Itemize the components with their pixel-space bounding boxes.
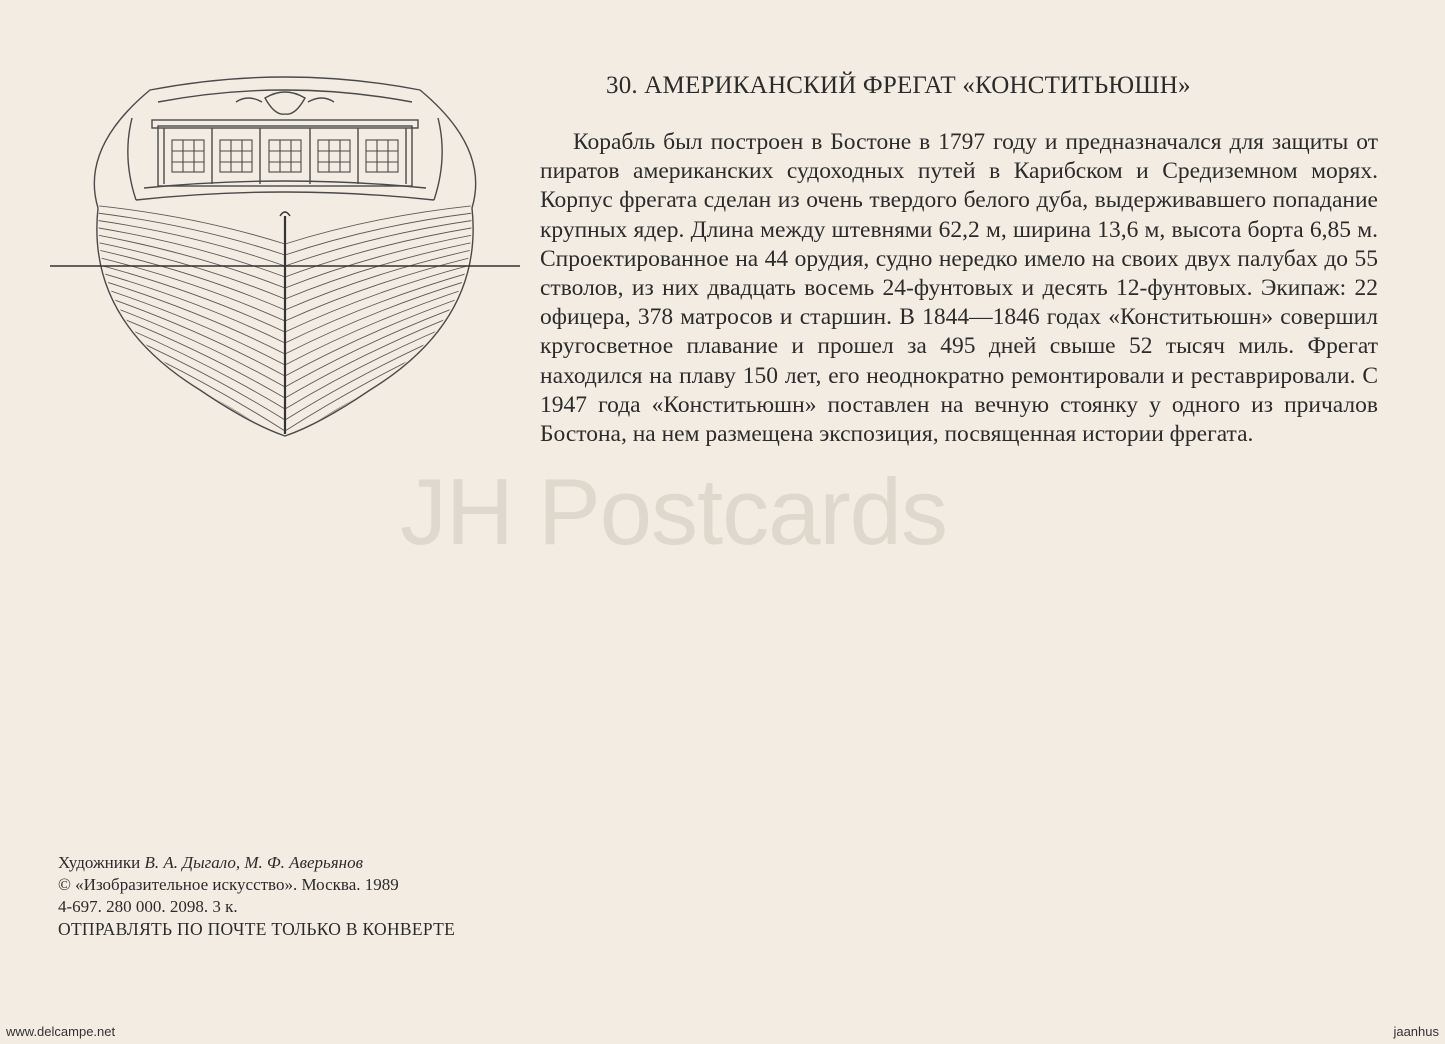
plank-line xyxy=(80,386,285,448)
plank-line xyxy=(285,414,490,448)
plank-line xyxy=(80,281,285,365)
plank-line xyxy=(80,225,285,277)
watermark: JH Postcards xyxy=(400,459,947,564)
plank-line xyxy=(80,211,285,255)
mail-notice: ОТПРАВЛЯТЬ ПО ПОЧТЕ ТОЛЬКО В КОНВЕРТЕ xyxy=(58,919,456,939)
plank-line xyxy=(285,232,490,288)
plank-line xyxy=(80,330,285,442)
plank-line xyxy=(285,218,490,266)
plank-line xyxy=(285,309,490,409)
plank-line xyxy=(80,351,285,448)
print-code-line: 4-697. 280 000. 2098. 3 к. xyxy=(58,897,238,916)
frigate-stern-drawing xyxy=(40,58,530,448)
plank-line xyxy=(285,281,490,365)
card-title: 30. АМЕРИКАНСКИЙ ФРЕГАТ «КОНСТИТЬЮШН» xyxy=(606,72,1191,99)
plank-line xyxy=(285,379,490,448)
description-text: Корабль был построен в Бостоне в 1797 году и предназначался для защиты от пиратов американских судоходных путей в Карибском и Средиземном морях. Корпус фрегата сделан из очень твердого белого дуба, выдерживавшего попадание крупных ядер. Длина между штевнями 62,2 м, ширина 13,6 м, высота борта 6,85 м. Спроектированное на 44 орудия, судно нередко имело на своих двух палубах до 55 стволов, из них двадцать восемь 24-фунтовых и десять 12-фунтовых. Экипаж: 22 офицера, 378 матросов и старшин. В 1844—1846 годах «Конститьюшн» совершил кругосветное плавание и прошел за 495 дней свыше 52 тысяч миль. Фрегат находился на плаву 150 лет, его неоднократно ремонтировали и реставрировали. С 1947 года «Конститьюшн» поставлен на вечную стоянку у одного из причалов Бостона, на нем размещена экспозиция, посвященная истории фрегата. xyxy=(540,129,1378,448)
plank-line xyxy=(80,267,285,343)
plank-line xyxy=(285,386,490,448)
plank-line xyxy=(285,316,490,420)
plank-line xyxy=(285,211,490,255)
site-watermark-right: jaanhus xyxy=(1393,1024,1439,1039)
artists-line xyxy=(58,852,678,874)
plank-line xyxy=(285,351,490,448)
plank-line xyxy=(285,225,490,277)
plank-line xyxy=(80,414,285,448)
plank-line xyxy=(285,435,490,448)
plank-line xyxy=(80,302,285,398)
plank-line xyxy=(285,365,490,448)
plank-line xyxy=(80,372,285,448)
plank-line xyxy=(80,316,285,420)
publication-credits xyxy=(58,852,678,940)
copyright-line: © «Изобразительное искусство». Москва. 1989 xyxy=(58,875,399,894)
plank-line xyxy=(80,218,285,266)
plank-line xyxy=(285,302,490,398)
plank-line xyxy=(285,267,490,343)
plank-line xyxy=(285,372,490,448)
plank-line xyxy=(80,428,285,448)
plank-line xyxy=(80,232,285,288)
plank-line xyxy=(80,435,285,448)
plank-line xyxy=(285,239,490,299)
site-watermark-left: www.delcampe.net xyxy=(6,1024,116,1039)
plank-line xyxy=(80,274,285,354)
plank-line xyxy=(285,274,490,354)
plank-line xyxy=(80,379,285,448)
plank-line xyxy=(285,400,490,448)
plank-line xyxy=(80,365,285,448)
plank-line xyxy=(80,407,285,448)
plank-line xyxy=(285,330,490,442)
plank-line xyxy=(80,239,285,299)
plank-line xyxy=(80,400,285,448)
artists-prefix: Художники xyxy=(58,853,145,872)
plank-line xyxy=(285,421,490,448)
plank-line xyxy=(80,309,285,409)
plank-line xyxy=(80,421,285,448)
plank-line xyxy=(285,407,490,448)
plank-line xyxy=(285,428,490,448)
artists-names: В. А. Дыгало, М. Ф. Аверьянов xyxy=(144,853,363,872)
